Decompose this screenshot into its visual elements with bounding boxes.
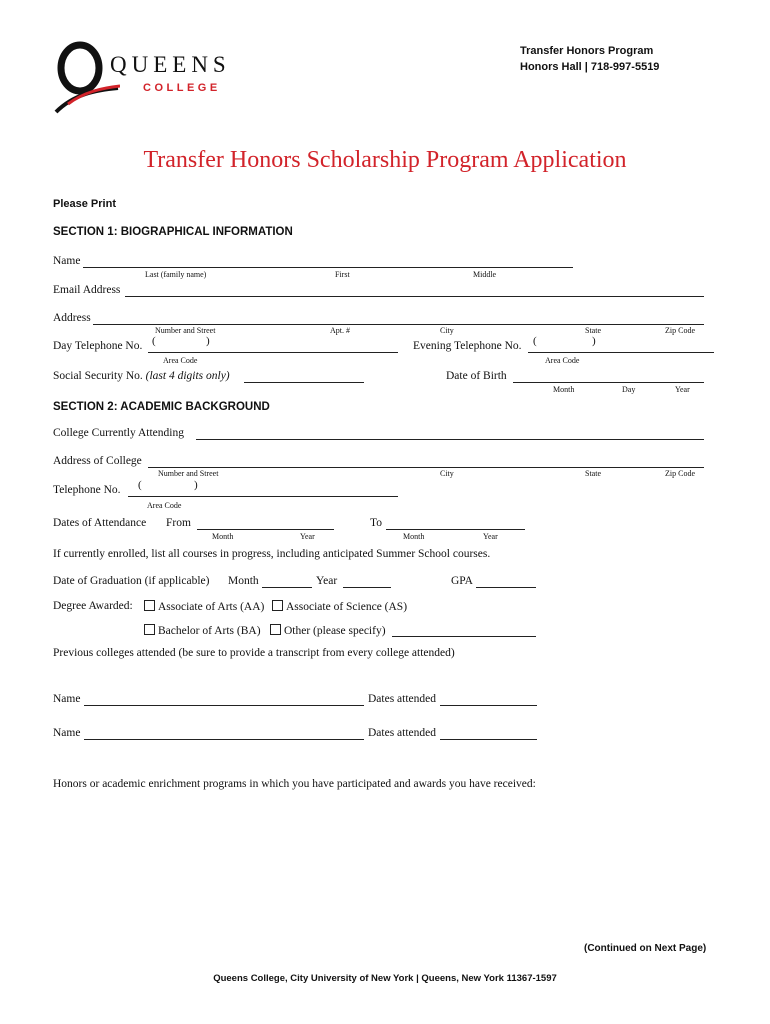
- name-sub-middle: Middle: [473, 270, 497, 279]
- ssn-note: (last 4 digits only): [145, 370, 230, 382]
- name-label: Name: [53, 255, 81, 267]
- continued-note: (Continued on Next Page): [584, 943, 707, 954]
- prev-name-label-2: Name: [53, 727, 81, 739]
- graduation-year-field[interactable]: [343, 587, 391, 588]
- to-sub-year: Year: [483, 532, 498, 541]
- previous-colleges-note: Previous colleges attended (be sure to provide a transcript from every college attended): [53, 647, 455, 659]
- graduation-label: Date of Graduation (if applicable): [53, 575, 210, 587]
- name-field[interactable]: [83, 267, 573, 268]
- prev-name-label-1: Name: [53, 693, 81, 705]
- please-print-note: Please Print: [53, 198, 116, 210]
- email-field[interactable]: [125, 296, 704, 297]
- degree-aa-checkbox[interactable]: [144, 600, 155, 611]
- queens-college-logo: [50, 38, 250, 116]
- page-footer: Queens College, City University of New York | Queens, New York 11367-1597: [213, 973, 557, 984]
- prev-dates-field-2[interactable]: [440, 739, 537, 740]
- section1-heading: SECTION 1: BIOGRAPHICAL INFORMATION: [53, 226, 293, 238]
- header-program-name: Transfer Honors Program: [520, 45, 654, 57]
- college-address-sub-state: State: [585, 469, 601, 478]
- degree-option-as[interactable]: [272, 600, 407, 613]
- address-sub-city: City: [440, 326, 454, 335]
- college-address-label: Address of College: [53, 455, 142, 467]
- from-label: From: [166, 517, 191, 529]
- prev-name-field-1[interactable]: [84, 705, 364, 706]
- to-label: To: [370, 517, 382, 529]
- college-address-sub-street: Number and Street: [158, 469, 219, 478]
- logo-queens-text: QUEENS: [110, 52, 231, 77]
- graduation-month-field[interactable]: [262, 587, 312, 588]
- address-sub-zip: Zip Code: [665, 326, 695, 335]
- college-attending-field[interactable]: [196, 439, 704, 440]
- to-sub-month: Month: [403, 532, 425, 541]
- prev-dates-field-1[interactable]: [440, 705, 537, 706]
- prev-dates-label-1: Dates attended: [368, 693, 437, 705]
- graduation-month-label: Month: [228, 575, 259, 587]
- dob-sub-day: Day: [622, 385, 636, 394]
- degree-as-label: Associate of Science (AS): [286, 601, 408, 613]
- college-attending-label: College Currently Attending: [53, 427, 184, 439]
- dates-attendance-label: Dates of Attendance: [53, 517, 147, 529]
- gpa-field[interactable]: [476, 587, 536, 588]
- college-address-field[interactable]: [148, 467, 704, 468]
- name-sub-first: First: [335, 270, 350, 279]
- degree-other-label: Other (please specify): [284, 625, 386, 637]
- day-phone-label: Day Telephone No.: [53, 340, 143, 352]
- enrolled-note: If currently enrolled, list all courses in progress, including anticipated Summer School courses.: [53, 548, 491, 560]
- evening-phone-label: Evening Telephone No.: [413, 340, 522, 352]
- day-phone-area-code: Area Code: [163, 356, 198, 365]
- evening-phone-field[interactable]: [528, 352, 714, 353]
- evening-phone-paren-open: (: [533, 335, 537, 347]
- degree-as-checkbox[interactable]: [272, 600, 283, 611]
- evening-phone-area-code: Area Code: [545, 356, 580, 365]
- day-phone-paren-open: (: [152, 335, 156, 347]
- address-field[interactable]: [93, 324, 704, 325]
- gpa-label: GPA: [451, 575, 473, 587]
- prev-name-field-2[interactable]: [84, 739, 364, 740]
- page-title: Transfer Honors Scholarship Program Application: [143, 147, 627, 173]
- from-sub-month: Month: [212, 532, 234, 541]
- degree-option-ba[interactable]: [144, 624, 261, 637]
- logo-college-text: COLLEGE: [143, 82, 221, 94]
- dob-field[interactable]: [513, 382, 704, 383]
- honors-programs-note: Honors or academic enrichment programs in which you have participated and awards you have received:: [53, 778, 536, 790]
- address-label: Address: [53, 312, 91, 324]
- degree-ba-label: Bachelor of Arts (BA): [158, 625, 261, 637]
- degree-ba-checkbox[interactable]: [144, 624, 155, 635]
- degree-awarded-label: Degree Awarded:: [53, 600, 133, 612]
- attendance-from-field[interactable]: [197, 529, 334, 530]
- degree-other-field[interactable]: [392, 636, 536, 637]
- degree-option-other[interactable]: [270, 624, 386, 637]
- name-sub-last: Last (family name): [145, 270, 207, 279]
- address-sub-state: State: [585, 326, 601, 335]
- email-label: Email Address: [53, 284, 121, 296]
- from-sub-year: Year: [300, 532, 315, 541]
- degree-option-aa[interactable]: [144, 600, 264, 613]
- day-phone-paren-close: ): [206, 335, 210, 347]
- college-address-sub-city: City: [440, 469, 454, 478]
- college-telephone-field[interactable]: [128, 496, 398, 497]
- graduation-year-label: Year: [316, 575, 338, 587]
- attendance-to-field[interactable]: [386, 529, 525, 530]
- ssn-label: [53, 370, 230, 382]
- dob-label: Date of Birth: [446, 370, 507, 382]
- ssn-label-text: Social Security No.: [53, 370, 143, 382]
- address-sub-apt: Apt. #: [330, 326, 350, 335]
- evening-phone-paren-close: ): [592, 335, 596, 347]
- degree-aa-label: Associate of Arts (AA): [158, 601, 265, 613]
- dob-sub-year: Year: [675, 385, 690, 394]
- college-phone-paren-open: (: [138, 479, 142, 491]
- college-address-sub-zip: Zip Code: [665, 469, 695, 478]
- college-telephone-label: Telephone No.: [53, 484, 121, 496]
- day-phone-field[interactable]: [148, 352, 398, 353]
- address-sub-street: Number and Street: [155, 326, 216, 335]
- header-contact: Honors Hall | 718-997-5519: [520, 61, 660, 73]
- dob-sub-month: Month: [553, 385, 575, 394]
- section2-heading: SECTION 2: ACADEMIC BACKGROUND: [53, 401, 270, 413]
- ssn-field[interactable]: [244, 382, 364, 383]
- college-phone-area-code: Area Code: [147, 501, 182, 510]
- college-phone-paren-close: ): [194, 479, 198, 491]
- prev-dates-label-2: Dates attended: [368, 727, 437, 739]
- degree-other-checkbox[interactable]: [270, 624, 281, 635]
